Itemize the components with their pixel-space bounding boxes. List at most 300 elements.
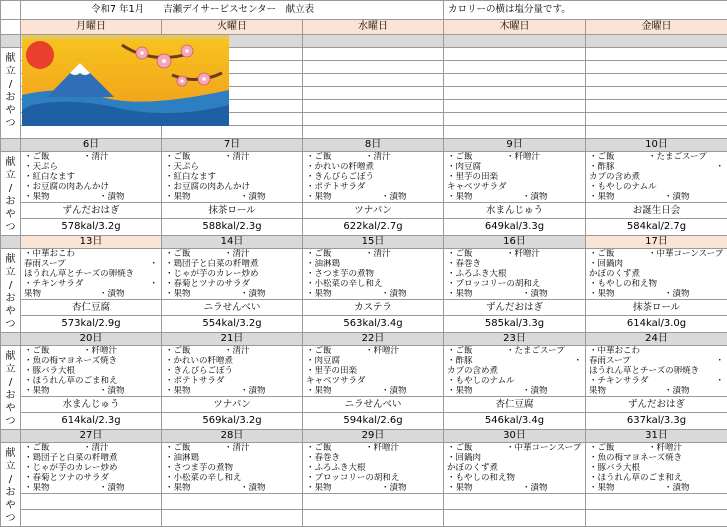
empty-cell bbox=[586, 74, 727, 87]
dish-name: ・ご飯 bbox=[165, 249, 191, 259]
menu-line-row bbox=[1, 279, 727, 289]
menu-line bbox=[162, 279, 302, 289]
menu-line bbox=[303, 182, 443, 192]
date-header: 22日 bbox=[303, 333, 444, 346]
side-dish: ・ bbox=[716, 162, 725, 172]
menu-line bbox=[303, 152, 443, 162]
menu-cell bbox=[21, 172, 162, 182]
snack-name: カステラ bbox=[303, 300, 444, 316]
menu-cell bbox=[303, 162, 444, 172]
dish-name: ・ご飯 bbox=[447, 346, 473, 356]
snack-name: 抹茶ロール bbox=[586, 300, 727, 316]
menu-cell bbox=[21, 269, 162, 279]
dish-name: ・ふろふき大根 bbox=[447, 269, 507, 279]
dish-name: ・豚バラ大根 bbox=[24, 366, 75, 376]
snack-name: ツナパン bbox=[162, 397, 303, 413]
date-header: 30日 bbox=[444, 430, 586, 443]
menu-line bbox=[162, 162, 302, 172]
menu-line bbox=[162, 182, 302, 192]
empty-cell bbox=[162, 126, 303, 139]
menu-line bbox=[444, 356, 585, 366]
menu-line-row bbox=[1, 182, 727, 192]
menu-cell bbox=[586, 152, 727, 163]
menu-cell bbox=[586, 386, 727, 397]
dessert-row bbox=[1, 494, 727, 510]
menu-line bbox=[162, 259, 302, 269]
calorie-salt: 584kal/2.7g bbox=[586, 219, 727, 236]
menu-line bbox=[303, 473, 443, 483]
day-header: 水曜日 bbox=[303, 20, 444, 35]
dish-name: 果物 bbox=[589, 386, 606, 396]
dessert-row bbox=[1, 203, 727, 219]
empty-cell bbox=[303, 74, 444, 87]
menu-cell bbox=[162, 473, 303, 483]
menu-cell bbox=[303, 386, 444, 397]
side-dish: ・漬物 bbox=[664, 386, 690, 396]
menu-line-row bbox=[1, 473, 727, 483]
menu-cell bbox=[303, 366, 444, 376]
menu-line bbox=[21, 463, 161, 473]
menu-cell bbox=[444, 259, 586, 269]
date-header: 27日 bbox=[21, 430, 162, 443]
menu-line bbox=[444, 453, 585, 463]
dish-name: ・チキンサラダ bbox=[589, 376, 648, 386]
side-dish: ・漬物 bbox=[381, 192, 407, 202]
empty-cell bbox=[303, 126, 444, 139]
snack-name: 水まんじゅう bbox=[21, 397, 162, 413]
menu-line bbox=[303, 289, 443, 299]
menu-cell bbox=[303, 269, 444, 279]
dish-name: ・ブロッコリーの胡和え bbox=[306, 473, 399, 483]
snack-name: ずんだおはぎ bbox=[444, 300, 586, 316]
date-header: 14日 bbox=[162, 236, 303, 249]
side-dish: ・漬物 bbox=[99, 483, 125, 493]
menu-line bbox=[444, 346, 585, 356]
menu-line bbox=[303, 356, 443, 366]
menu-line bbox=[586, 473, 727, 483]
empty-cell bbox=[444, 48, 586, 61]
dish-name: ・きんぴらごぼう bbox=[165, 366, 233, 376]
side-dish: ・漬物 bbox=[664, 192, 690, 202]
dish-name: 春雨スープ bbox=[589, 356, 631, 366]
menu-line bbox=[303, 386, 443, 396]
menu-line bbox=[162, 356, 302, 366]
dish-name: ・紅白なます bbox=[165, 172, 216, 182]
calorie-salt bbox=[586, 510, 727, 527]
dish-name: ・中華おこわ bbox=[24, 249, 75, 259]
menu-cell bbox=[162, 172, 303, 182]
side-dish: ・漬物 bbox=[99, 289, 125, 299]
menu-line bbox=[444, 366, 585, 376]
menu-line bbox=[444, 473, 585, 483]
dish-name: ・じゃが芋のカレー炒め bbox=[24, 463, 118, 473]
side-dish: ・清汁 bbox=[224, 443, 250, 453]
menu-line bbox=[303, 279, 443, 289]
menu-line bbox=[444, 192, 585, 202]
calorie-salt bbox=[444, 510, 586, 527]
menu-line-row bbox=[1, 259, 727, 269]
menu-line bbox=[162, 269, 302, 279]
corner-cell bbox=[1, 1, 21, 20]
menu-cell bbox=[162, 182, 303, 192]
side-dish: ・漬物 bbox=[381, 386, 407, 396]
menu-line bbox=[444, 386, 585, 396]
dish-name: ・酢豚 bbox=[447, 356, 473, 366]
calorie-salt: 614kal/3.0g bbox=[586, 316, 727, 333]
menu-line bbox=[303, 453, 443, 463]
snack-name: 水まんじゅう bbox=[444, 203, 586, 219]
menu-cell bbox=[586, 172, 727, 182]
menu-cell bbox=[162, 386, 303, 397]
empty-cell bbox=[21, 126, 162, 139]
side-dish: ・清汁 bbox=[224, 152, 250, 162]
menu-line bbox=[162, 483, 302, 493]
menu-line bbox=[444, 376, 585, 386]
date-header: 16日 bbox=[444, 236, 586, 249]
side-label: 献 立 / お や つ bbox=[1, 249, 21, 333]
menu-cell bbox=[444, 249, 586, 260]
menu-cell bbox=[444, 453, 586, 463]
dish-name: ・油淋鶏 bbox=[165, 453, 199, 463]
menu-line bbox=[303, 376, 443, 386]
menu-line bbox=[162, 249, 302, 259]
menu-line bbox=[21, 443, 161, 453]
dish-name: ・じゃが芋のカレー炒め bbox=[165, 269, 259, 279]
kcal-row bbox=[1, 413, 727, 430]
snack-name: お誕生日会 bbox=[586, 203, 727, 219]
menu-cell bbox=[303, 346, 444, 357]
dish-name: ・ふろふき大根 bbox=[306, 463, 366, 473]
menu-cell bbox=[444, 269, 586, 279]
side-dish: ・清汁 bbox=[365, 152, 391, 162]
dish-name: ・肉豆腐 bbox=[447, 162, 481, 172]
dish-name: ・果物 bbox=[165, 289, 191, 299]
dish-name: ・お豆腐の肉あんかけ bbox=[165, 182, 250, 192]
menu-line-row bbox=[1, 172, 727, 182]
menu-cell bbox=[444, 289, 586, 300]
menu-line bbox=[21, 182, 161, 192]
menu-line bbox=[586, 269, 727, 279]
date-header: 23日 bbox=[444, 333, 586, 346]
dish-name: ・果物 bbox=[589, 192, 615, 202]
dessert-row bbox=[1, 397, 727, 413]
calorie-salt: 569kal/3.2g bbox=[162, 413, 303, 430]
menu-line bbox=[444, 172, 585, 182]
menu-cell bbox=[162, 249, 303, 260]
date-header: 10日 bbox=[586, 139, 727, 152]
menu-line bbox=[162, 386, 302, 396]
snack-name bbox=[586, 494, 727, 510]
menu-cell bbox=[21, 289, 162, 300]
menu-cell bbox=[162, 356, 303, 366]
snack-name: ずんだおはぎ bbox=[21, 203, 162, 219]
menu-line bbox=[586, 366, 727, 376]
menu-cell bbox=[21, 162, 162, 172]
menu-line bbox=[21, 386, 161, 396]
menu-cell bbox=[586, 289, 727, 300]
menu-line bbox=[444, 289, 585, 299]
calorie-salt: 578kal/3.2g bbox=[21, 219, 162, 236]
empty-cell bbox=[303, 48, 444, 61]
menu-line bbox=[303, 443, 443, 453]
side-label: 献 立 / お や つ bbox=[1, 48, 21, 139]
menu-cell bbox=[444, 356, 586, 366]
calorie-salt: 594kal/2.6g bbox=[303, 413, 444, 430]
menu-line bbox=[162, 289, 302, 299]
menu-line bbox=[444, 162, 585, 172]
side-dish: ・清汁 bbox=[224, 346, 250, 356]
dish-name: ・ご飯 bbox=[24, 346, 50, 356]
side-dish: ・ bbox=[716, 356, 725, 366]
menu-cell bbox=[444, 192, 586, 203]
side-spacer bbox=[1, 236, 21, 249]
empty-cell bbox=[586, 113, 727, 126]
side-dish: ・清汁 bbox=[224, 249, 250, 259]
dish-name: ・もやしのナムル bbox=[589, 182, 657, 192]
menu-cell bbox=[303, 259, 444, 269]
menu-cell bbox=[21, 182, 162, 192]
dish-name: ・回鍋肉 bbox=[589, 259, 623, 269]
menu-cell bbox=[586, 376, 727, 386]
side-dish: ・粁噌汁 bbox=[365, 443, 399, 453]
dish-name: カブの含め煮 bbox=[447, 366, 498, 376]
menu-line bbox=[21, 473, 161, 483]
kcal-row bbox=[1, 219, 727, 236]
menu-cell bbox=[303, 289, 444, 300]
menu-cell bbox=[162, 152, 303, 163]
menu-line bbox=[586, 152, 727, 162]
menu-cell bbox=[444, 386, 586, 397]
menu-line bbox=[586, 182, 727, 192]
dish-name: ・ご飯 bbox=[165, 443, 191, 453]
dish-name: ・春巻き bbox=[447, 259, 481, 269]
menu-cell bbox=[162, 366, 303, 376]
dish-name: ・魚の梅マヨネーズ焼き bbox=[24, 356, 117, 366]
menu-cell bbox=[21, 279, 162, 289]
menu-line bbox=[444, 279, 585, 289]
menu-line bbox=[303, 463, 443, 473]
calorie-salt: 622kal/2.7g bbox=[303, 219, 444, 236]
side-dish: ・漬物 bbox=[522, 289, 548, 299]
menu-line bbox=[21, 152, 161, 162]
dish-name: ・ほうれん草のごま和え bbox=[24, 376, 118, 386]
menu-line bbox=[586, 279, 727, 289]
menu-cell bbox=[586, 162, 727, 172]
menu-cell bbox=[444, 152, 586, 163]
menu-line bbox=[21, 453, 161, 463]
menu-line bbox=[444, 269, 585, 279]
day-header: 月曜日 bbox=[21, 20, 162, 35]
dish-name: ・肉豆腐 bbox=[306, 356, 340, 366]
side-dish: ・粁噌汁 bbox=[83, 346, 117, 356]
empty-cell bbox=[586, 126, 727, 139]
title-row bbox=[1, 1, 727, 20]
dish-name: キャベツサラダ bbox=[306, 376, 365, 386]
calorie-salt: 585kal/3.3g bbox=[444, 316, 586, 333]
dish-name: ・かれいの粁噌煮 bbox=[165, 356, 233, 366]
menu-cell bbox=[303, 172, 444, 182]
menu-line bbox=[303, 366, 443, 376]
dish-name: ・ご飯 bbox=[589, 249, 615, 259]
sheet-note: カロリーの横は塩分量です。 bbox=[444, 1, 727, 20]
menu-line bbox=[303, 249, 443, 259]
date-row bbox=[1, 236, 727, 249]
empty-cell bbox=[586, 48, 727, 61]
dish-name: かぼのくず煮 bbox=[447, 463, 498, 473]
menu-cell bbox=[21, 463, 162, 473]
menu-cell bbox=[162, 443, 303, 454]
dish-name: ・里芋の田楽 bbox=[447, 172, 498, 182]
dish-name: ・果物 bbox=[165, 192, 191, 202]
empty-cell bbox=[303, 113, 444, 126]
menu-cell bbox=[162, 483, 303, 494]
menu-line bbox=[586, 443, 727, 453]
snack-name: 杏仁豆腐 bbox=[444, 397, 586, 413]
menu-line-row bbox=[1, 152, 727, 163]
week-row-0-line bbox=[1, 126, 727, 139]
menu-cell bbox=[303, 443, 444, 454]
side-dish: ・たまごスープ bbox=[506, 346, 565, 356]
menu-cell bbox=[162, 192, 303, 203]
menu-cell bbox=[586, 182, 727, 192]
side-dish: ・漬物 bbox=[522, 386, 548, 396]
side-label: 献 立 / お や つ bbox=[1, 346, 21, 430]
calorie-salt: 554kal/3.2g bbox=[162, 316, 303, 333]
menu-cell bbox=[21, 386, 162, 397]
menu-cell bbox=[303, 356, 444, 366]
empty-cell bbox=[303, 61, 444, 74]
menu-cell bbox=[162, 259, 303, 269]
menu-line-row bbox=[1, 346, 727, 357]
empty-cell bbox=[586, 100, 727, 113]
menu-line bbox=[21, 192, 161, 202]
date-header: 28日 bbox=[162, 430, 303, 443]
dish-name: ・ポテトサラダ bbox=[165, 376, 224, 386]
menu-line bbox=[21, 259, 161, 269]
menu-line bbox=[444, 259, 585, 269]
dish-name: ・ご飯 bbox=[447, 249, 473, 259]
dish-name: ・果物 bbox=[306, 483, 332, 493]
menu-line-row bbox=[1, 483, 727, 494]
date-header: 15日 bbox=[303, 236, 444, 249]
menu-line bbox=[21, 249, 161, 259]
menu-line bbox=[444, 483, 585, 493]
calorie-salt bbox=[21, 510, 162, 527]
menu-line bbox=[162, 346, 302, 356]
menu-cell bbox=[586, 259, 727, 269]
side-label: 献 立 / お や つ bbox=[1, 152, 21, 236]
menu-line bbox=[586, 249, 727, 259]
menu-line bbox=[444, 463, 585, 473]
dish-name: ・春菊とツナのサラダ bbox=[24, 473, 109, 483]
menu-cell bbox=[162, 162, 303, 172]
side-dish: ・漬物 bbox=[381, 289, 407, 299]
dish-name: ・果物 bbox=[306, 289, 332, 299]
menu-line bbox=[303, 346, 443, 356]
snack-name: 抹茶ロール bbox=[162, 203, 303, 219]
side-dish: ・清汁 bbox=[83, 152, 109, 162]
menu-cell bbox=[21, 453, 162, 463]
menu-line bbox=[162, 473, 302, 483]
menu-cell bbox=[586, 279, 727, 289]
menu-cell bbox=[303, 483, 444, 494]
dish-name: ・春菊とツナのサラダ bbox=[165, 279, 250, 289]
menu-line bbox=[303, 172, 443, 182]
dish-name: ・さつま芋の煮物 bbox=[306, 269, 374, 279]
menu-cell bbox=[444, 443, 586, 454]
dish-name: ・ブロッコリーの胡和え bbox=[447, 279, 540, 289]
side-dish: ・清汁 bbox=[365, 249, 391, 259]
date-header: 8日 bbox=[303, 139, 444, 152]
dish-name: ・もやしの和え物 bbox=[589, 279, 657, 289]
empty-cell bbox=[444, 126, 586, 139]
side-spacer bbox=[1, 333, 21, 346]
side-dish: ・中華コーンスープ bbox=[506, 443, 581, 453]
dish-name: ・果物 bbox=[447, 386, 473, 396]
menu-line bbox=[21, 346, 161, 356]
menu-line bbox=[21, 279, 161, 289]
menu-line bbox=[586, 162, 727, 172]
dish-name: ・ご飯 bbox=[165, 152, 191, 162]
menu-cell bbox=[303, 249, 444, 260]
calorie-salt: 573kal/2.9g bbox=[21, 316, 162, 333]
side-dish: ・漬物 bbox=[522, 483, 548, 493]
menu-cell bbox=[444, 162, 586, 172]
snack-name: ツナパン bbox=[303, 203, 444, 219]
calorie-salt: 588kal/2.3g bbox=[162, 219, 303, 236]
empty-cell bbox=[444, 87, 586, 100]
dish-name: ・ポテトサラダ bbox=[306, 182, 365, 192]
side-dish: ・粁噌汁 bbox=[648, 443, 682, 453]
menu-line-row bbox=[1, 386, 727, 397]
dish-name: ・ご飯 bbox=[24, 443, 50, 453]
side-dish: ・たまごスープ bbox=[648, 152, 707, 162]
side-dish: ・ bbox=[149, 259, 158, 269]
menu-cell bbox=[21, 152, 162, 163]
menu-cell bbox=[444, 279, 586, 289]
date-row bbox=[1, 139, 727, 152]
menu-line bbox=[21, 483, 161, 493]
date-header: 9日 bbox=[444, 139, 586, 152]
menu-cell bbox=[444, 483, 586, 494]
dish-name: ・ご飯 bbox=[306, 443, 332, 453]
menu-line-row bbox=[1, 289, 727, 300]
menu-cell bbox=[586, 483, 727, 494]
menu-cell bbox=[21, 259, 162, 269]
date-header-empty bbox=[586, 35, 727, 48]
menu-line bbox=[586, 289, 727, 299]
menu-line-row bbox=[1, 356, 727, 366]
dish-name: ・ご飯 bbox=[306, 249, 332, 259]
menu-cell bbox=[586, 356, 727, 366]
dish-name: ・ご飯 bbox=[447, 152, 473, 162]
menu-line bbox=[586, 259, 727, 269]
menu-cell bbox=[586, 463, 727, 473]
menu-line bbox=[586, 453, 727, 463]
menu-line bbox=[444, 152, 585, 162]
menu-cell bbox=[444, 346, 586, 357]
menu-cell bbox=[444, 182, 586, 192]
side-dish: ・漬物 bbox=[240, 289, 266, 299]
menu-line bbox=[21, 366, 161, 376]
menu-line bbox=[586, 463, 727, 473]
dish-name: ・春巻き bbox=[306, 453, 340, 463]
dish-name: ・お豆腐の肉あんかけ bbox=[24, 182, 109, 192]
dish-name: ・果物 bbox=[306, 192, 332, 202]
dish-name: ・ご飯 bbox=[589, 443, 615, 453]
dish-name: ・油淋鶏 bbox=[306, 259, 340, 269]
menu-line bbox=[162, 463, 302, 473]
